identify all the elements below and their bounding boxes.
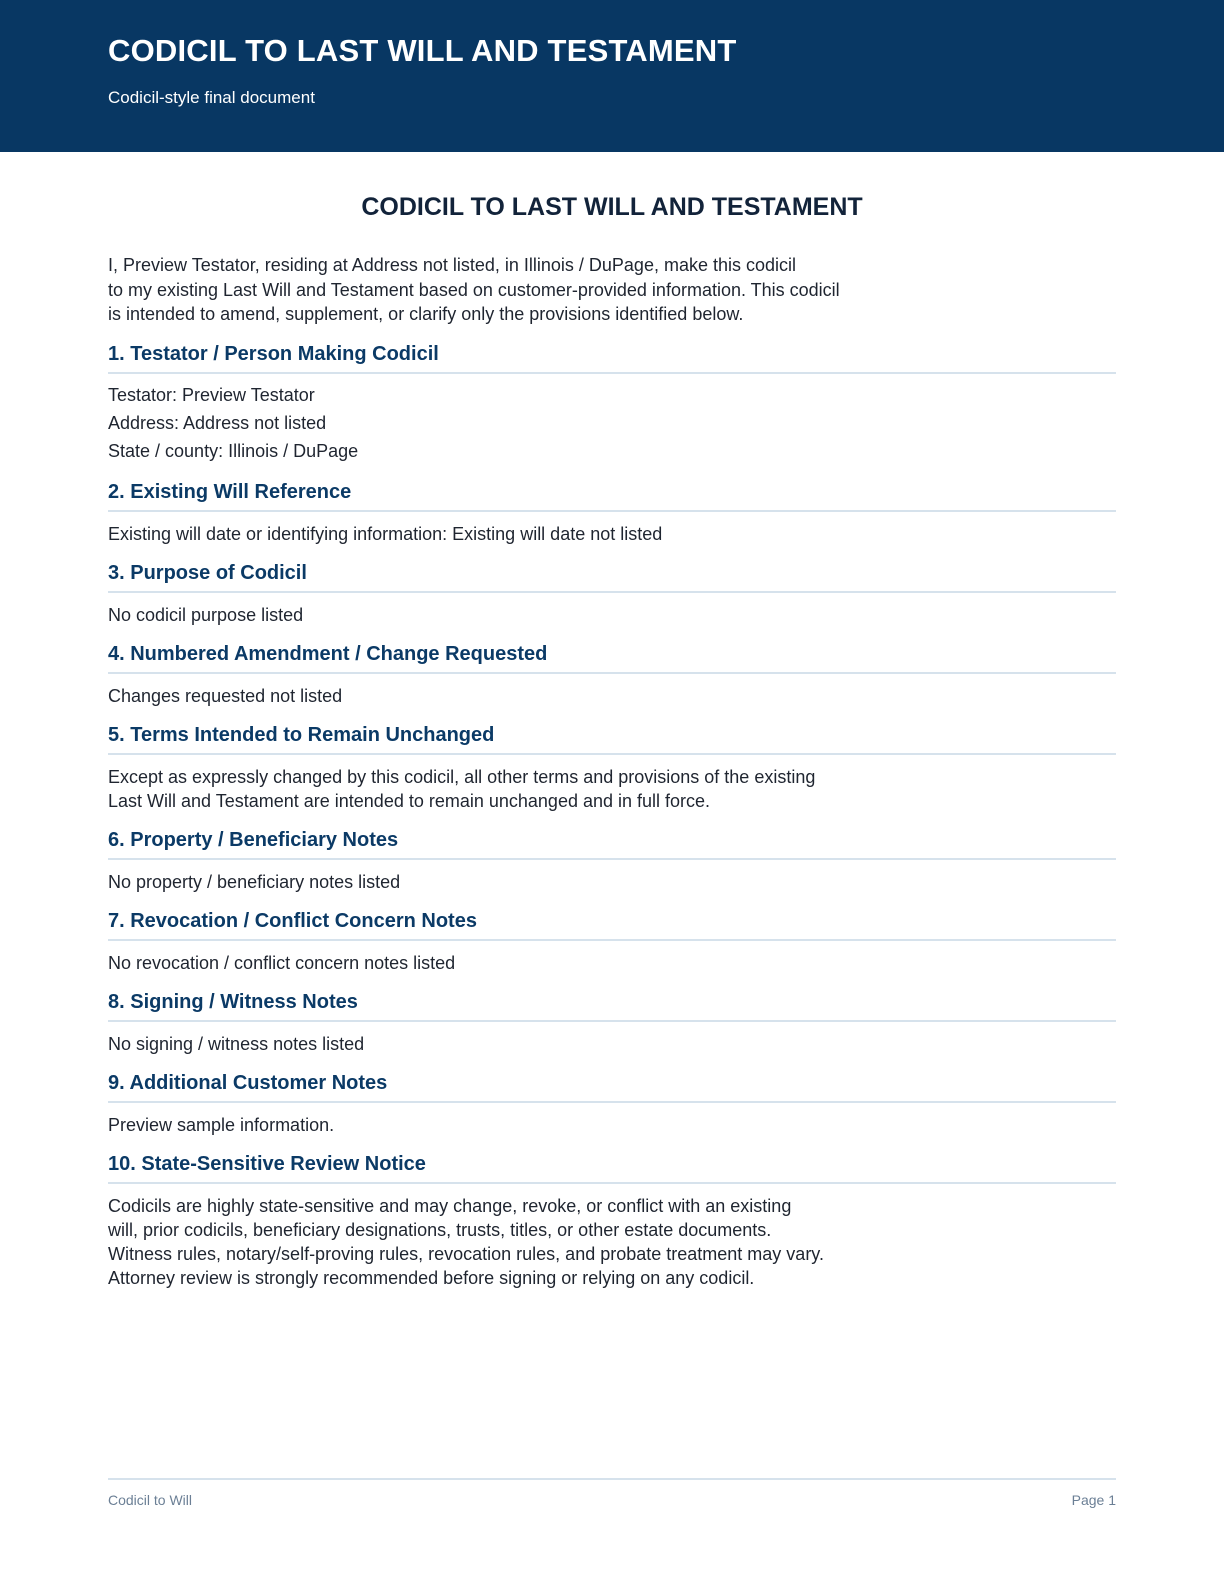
section-heading-review-notice: 10. State-Sensitive Review Notice <box>108 1152 1116 1184</box>
document-title: CODICIL TO LAST WILL AND TESTAMENT <box>361 193 863 221</box>
section-line: Changes requested not listed <box>108 685 343 706</box>
section-line: Attorney review is strongly recommended before signing or relying on any codicil. <box>108 1267 755 1288</box>
section-body-unchanged-terms <box>108 765 1116 813</box>
section-body-amendment <box>108 684 1116 708</box>
section-line: Codicils are highly state-sensitive and may change, revoke, or conflict with an existing <box>108 1195 792 1216</box>
section-body-signing <box>108 1032 1116 1056</box>
section-body-purpose <box>108 603 1116 627</box>
header-subtitle: Codicil-style final document <box>108 88 315 107</box>
section-line: Existing will date or identifying information: Existing will date not listed <box>108 523 663 544</box>
section-body-testator <box>108 381 1116 465</box>
section-line: No signing / witness notes listed <box>108 1033 365 1054</box>
document-body <box>108 190 1116 1290</box>
section-line: No property / beneficiary notes listed <box>108 871 401 892</box>
testator-field: Testator: Preview Testator <box>108 384 315 405</box>
section-heading-property: 6. Property / Beneficiary Notes <box>108 828 1116 860</box>
section-heading-testator: 1. Testator / Person Making Codicil <box>108 342 1116 374</box>
section-heading-purpose: 3. Purpose of Codicil <box>108 561 1116 593</box>
section-line: Witness rules, notary/self-proving rules, revocation rules, and probate treatment may vary. <box>108 1243 824 1264</box>
address-field: Address: Address not listed <box>108 412 327 433</box>
document-header-banner <box>0 0 1224 152</box>
section-heading-unchanged-terms: 5. Terms Intended to Remain Unchanged <box>108 723 1116 755</box>
section-line: Preview sample information. <box>108 1114 335 1135</box>
state-county-field: State / county: Illinois / DuPage <box>108 440 359 461</box>
section-line: No codicil purpose listed <box>108 604 304 625</box>
section-heading-additional-notes: 9. Additional Customer Notes <box>108 1071 1116 1103</box>
section-heading-existing-will: 2. Existing Will Reference <box>108 480 1116 512</box>
section-heading-revocation: 7. Revocation / Conflict Concern Notes <box>108 909 1116 941</box>
section-body-additional-notes <box>108 1113 1116 1137</box>
section-body-property <box>108 870 1116 894</box>
section-line: will, prior codicils, beneficiary designations, trusts, titles, or other estate documents. <box>108 1219 772 1240</box>
section-body-review-notice <box>108 1194 1116 1290</box>
footer-page-number: Page 1 <box>1071 1492 1116 1508</box>
section-heading-amendment: 4. Numbered Amendment / Change Requested <box>108 642 1116 674</box>
section-body-revocation <box>108 951 1116 975</box>
section-line: Last Will and Testament are intended to remain unchanged and in full force. <box>108 790 711 811</box>
section-heading-signing: 8. Signing / Witness Notes <box>108 990 1116 1022</box>
footer-divider <box>108 1478 1116 1480</box>
intro-paragraph <box>108 253 1116 327</box>
intro-line: I, Preview Testator, residing at Address not listed, in Illinois / DuPage, make this codicil <box>108 255 796 275</box>
header-title: CODICIL TO LAST WILL AND TESTAMENT <box>108 33 737 68</box>
footer-document-name: Codicil to Will <box>108 1492 193 1508</box>
section-line: Except as expressly changed by this codicil, all other terms and provisions of the existing <box>108 766 816 787</box>
section-line: No revocation / conflict concern notes listed <box>108 952 456 973</box>
intro-line: to my existing Last Will and Testament based on customer-provided information. This codicil <box>108 279 840 300</box>
intro-line: is intended to amend, supplement, or clarify only the provisions identified below. <box>108 304 744 324</box>
section-body-existing-will <box>108 522 1116 546</box>
